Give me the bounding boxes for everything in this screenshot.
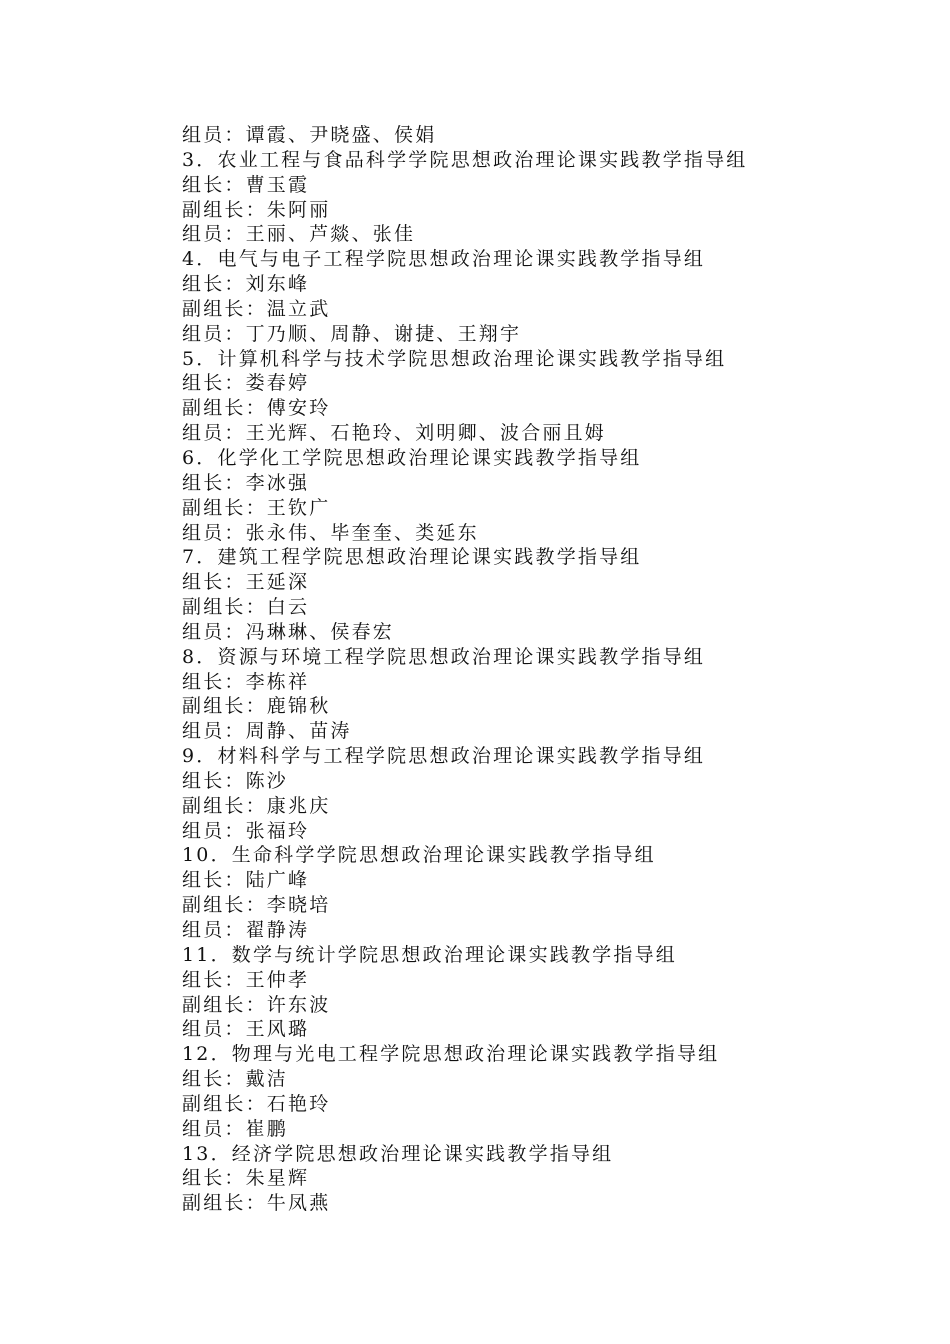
deputy-leader-line: 副组长：许东波 (182, 993, 331, 1016)
group-heading: 13．经济学院思想政治理论课实践教学指导组 (182, 1142, 614, 1165)
group-heading: 3．农业工程与食品科学学院思想政治理论课实践教学指导组 (182, 148, 748, 171)
deputy-leader-line: 副组长：牛凤燕 (182, 1192, 331, 1215)
deputy-leader-line: 副组长：石艳玲 (182, 1092, 331, 1115)
leader-line: 组长：朱星辉 (182, 1167, 310, 1190)
group-heading: 8．资源与环境工程学院思想政治理论课实践教学指导组 (182, 645, 706, 668)
group-heading: 5．计算机科学与技术学院思想政治理论课实践教学指导组 (182, 347, 727, 370)
member-line: 组员：翟静涛 (182, 919, 310, 941)
deputy-leader-line: 副组长：康兆庆 (182, 794, 331, 817)
group-heading: 7．建筑工程学院思想政治理论课实践教学指导组 (182, 546, 642, 569)
group-heading: 6．化学化工学院思想政治理论课实践教学指导组 (182, 446, 642, 469)
group-heading: 10．生命科学学院思想政治理论课实践教学指导组 (182, 844, 656, 867)
leader-line: 组长：娄春婷 (182, 372, 310, 395)
deputy-leader-line: 副组长：傅安玲 (182, 397, 331, 420)
member-line: 组员：王丽、芦燚、张佳 (182, 223, 416, 246)
leader-line: 组长：陆广峰 (182, 869, 310, 892)
group-heading: 4．电气与电子工程学院思想政治理论课实践教学指导组 (182, 248, 706, 271)
group-heading: 12．物理与光电工程学院思想政治理论课实践教学指导组 (182, 1043, 720, 1066)
member-line: 组员：冯琳琳、侯春宏 (182, 620, 395, 643)
leader-line: 组长：刘东峰 (182, 273, 310, 296)
leader-line: 组长：李冰强 (182, 471, 310, 494)
member-line: 组员：王光辉、石艳玲、刘明卿、波合丽且姆 (182, 422, 607, 445)
member-line: 组员：王风璐 (182, 1018, 310, 1041)
member-line: 组员：周静、苗涛 (182, 720, 352, 743)
deputy-leader-line: 副组长：白云 (182, 596, 310, 619)
leader-line: 组长：陈沙 (182, 769, 289, 792)
member-line: 组员：张永伟、毕奎奎、类延东 (182, 521, 479, 544)
deputy-leader-line: 副组长：鹿锦秋 (182, 695, 331, 718)
leader-line: 组长：戴洁 (182, 1068, 289, 1091)
leader-line: 组长：曹玉霞 (182, 173, 310, 196)
document-body (182, 123, 882, 1216)
member-line: 组员：张福玲 (182, 819, 310, 842)
group-heading: 11．数学与统计学院思想政治理论课实践教学指导组 (182, 943, 677, 966)
leader-line: 组长：王仲孝 (182, 968, 310, 991)
deputy-leader-line: 副组长：李晓培 (182, 894, 331, 917)
member-line: 组员：崔鹏 (182, 1117, 289, 1140)
leader-line: 组长：王延深 (182, 571, 310, 594)
member-line: 组员：丁乃顺、周静、谢捷、王翔宇 (182, 322, 522, 345)
member-line: 组员：谭霞、尹晓盛、侯娟 (182, 124, 437, 146)
leader-line: 组长：李栋祥 (182, 670, 310, 693)
deputy-leader-line: 副组长：朱阿丽 (182, 198, 331, 221)
deputy-leader-line: 副组长：温立武 (182, 297, 331, 320)
deputy-leader-line: 副组长：王钦广 (182, 496, 331, 519)
group-heading: 9．材料科学与工程学院思想政治理论课实践教学指导组 (182, 745, 706, 768)
